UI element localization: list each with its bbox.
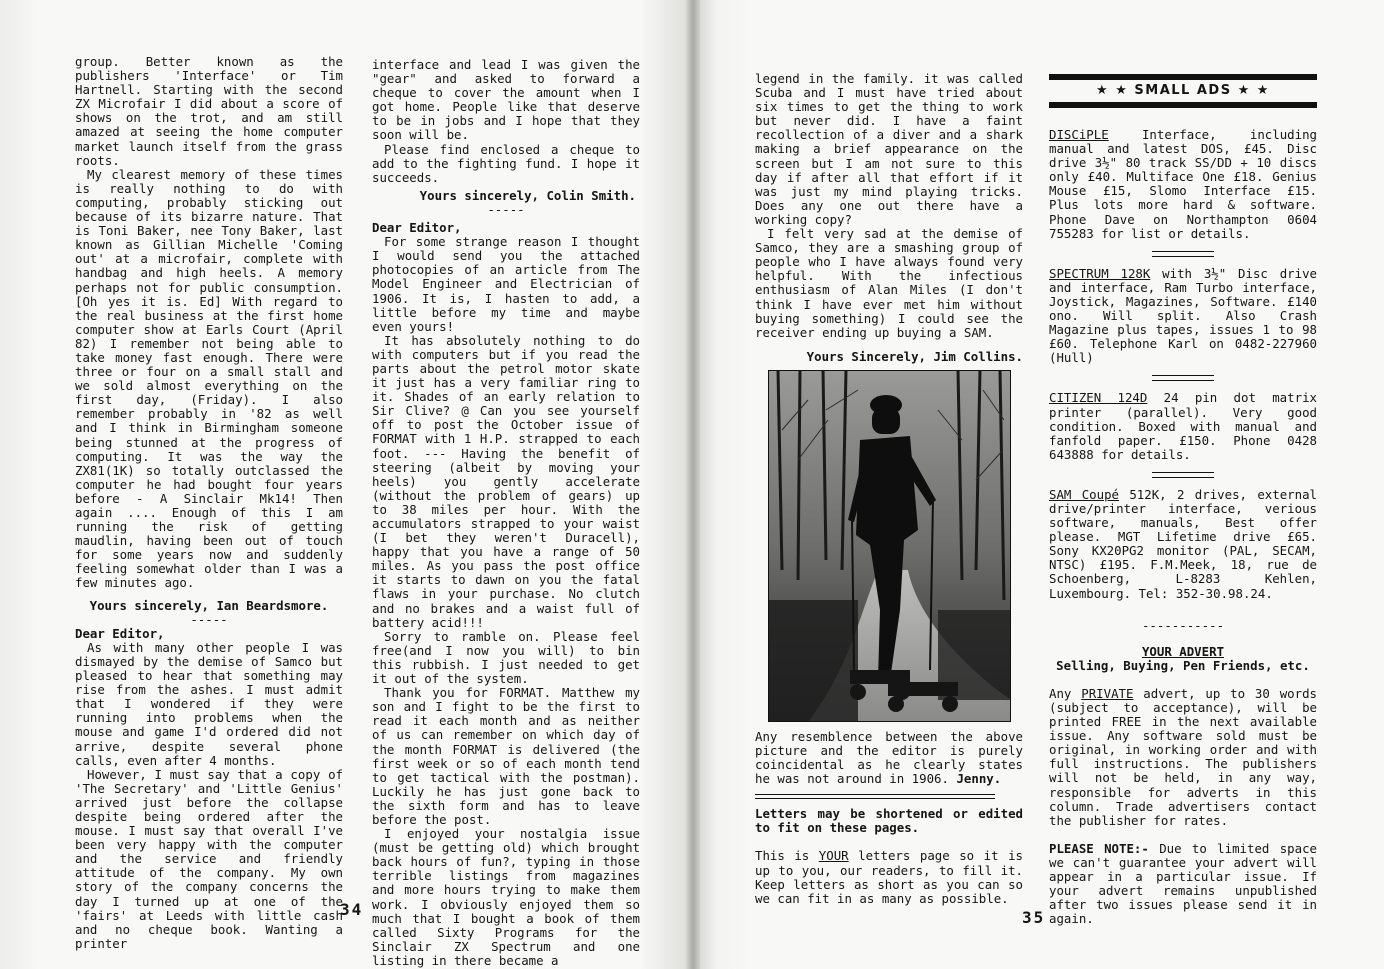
letter-separator: ----- — [487, 201, 525, 217]
right-page-column-1 — [755, 72, 1023, 906]
left-page-column-1 — [75, 55, 343, 951]
ad-divider — [1152, 472, 1214, 478]
small-ads-header — [1049, 74, 1317, 108]
terms-emphasis: PRIVATE — [1081, 685, 1134, 701]
page-number: 35 — [1022, 908, 1046, 927]
ad-heading: SAM Coupé — [1049, 486, 1120, 502]
your-advert-title — [1049, 645, 1317, 659]
letter-paragraph: It has absolutely nothing to do with computers but if you read the parts about the petrol motor skate it just has a very familiar ring to it. Shades of an early relation to Sir Clive? @ Can you see yourself off to post the October issue of FORMAT with 1 H.P. strapped to each foot. --- Having the benefit of steering (albeit by moving your heels) you gently accelerate (without the problem of gears) up to 38 miles per hour. With the accumulators strapped to your waist (I bet they weren't Duracell), happy that you have a range of 50 miles. As you pass the post office it starts to dawn on you the fatal flaws in your purchase. No clutch and no brakes and a waist full of battery acid!!! — [372, 332, 640, 630]
ad-spectrum — [1049, 267, 1317, 366]
your-advert-title-text: YOUR ADVERT — [1141, 643, 1225, 659]
photo-caption — [755, 730, 1023, 786]
letter-greeting: Dear Editor, — [372, 220, 462, 236]
binding-gutter — [686, 0, 700, 969]
man-on-motor-skates-image — [768, 370, 1011, 722]
small-ads-column — [1049, 74, 1317, 926]
small-ads-title: ★ ★ SMALL ADS ★ ★ — [1096, 82, 1270, 98]
letter-paragraph: Please find enclosed a cheque to add to the fighting fund. I hope it succeeds. — [372, 141, 640, 185]
ad-body: with 3½" Disc drive and interface, Ram Turbo interface, Joystick, Magazines, Software. £140 ono. Will split. Also Crash Magazine plus tapes, issues 1 to 98 £60. Telephone Karl on 0482-227960 (Hull) — [1049, 265, 1317, 366]
note-emphasis: YOUR — [818, 848, 849, 864]
left-page-column-2 — [372, 58, 640, 968]
ad-body: 24 pin dot matrix printer (parallel). Very good condition. Boxed with manual and fanfold paper. £150. Phone 0428 643888 for details. — [1049, 390, 1317, 462]
ad-citizen — [1049, 391, 1317, 461]
letter-paragraph: interface and lead I was given the "gear" and asked to forward a cheque to cover the amount when I got home. People like that deserve to be in jobs and I hope that they soon will be. — [372, 57, 640, 143]
ad-divider — [1152, 251, 1214, 257]
letter-paragraph: However, I must say that a copy of 'The Secretary' and 'Little Genius' arrived just before the collapse despite being ordered after the mouse. I must say that overall I've been very happy with the computer and the service and friendly attitude of the company. My own story of the company concerns the day I turned up at one of the 'fairs' at Leeds with little cash and no cheque book. Wanting a printer — [75, 766, 343, 951]
photo-caption-text: Any resemblence between the above picture and the editor is purely coincidental as he clearly states he was not around in 1906. — [755, 728, 1023, 787]
ad-body: Interface, including manual and latest DOS, £45. Disc drive 3½" 80 track SS/DD + 10 discs only £40. Multiface One £18. Genius Mouse £15, Slomo Interface £15. Plus lots more hard & software. Phone Dave on Northampton 0604 755283 for list or details. — [1049, 127, 1317, 241]
note-text: letters page so it is up to you, our readers, to fill it. Keep letters as short as you can so we can fit in as many as possible. — [755, 848, 1023, 906]
ad-sam-coupe — [1049, 488, 1317, 601]
letter-paragraph: Thank you for FORMAT. Matthew my son and I fight to be the first to read it each month and as neither of us can remember on which day of the month FORMAT is delivered (the first week or so of each month tend to get tactical with the postman). Luckily he has just gone back to the sixth form and has to leave before the post. — [372, 685, 640, 827]
letter-paragraph: I felt very sad at the demise of Samco, they are a smashing group of people who I have always found very helpful. With the infectious enthusiasm of Alan Miles (I don't think I have ever met him without buying something) I could see the receiver ending up buying a SAM. — [755, 226, 1023, 340]
your-advert-subtitle: Selling, Buying, Pen Friends, etc. — [1056, 657, 1310, 673]
letter-greeting: Dear Editor, — [75, 625, 165, 641]
page-number: 34 — [340, 900, 364, 919]
please-note-heading: PLEASE NOTE:- — [1049, 840, 1149, 856]
ad-heading: SPECTRUM 128K — [1049, 265, 1151, 281]
letter-paragraph: For some strange reason I thought I would send you the attached photocopies of an article from The Model Engineer and Electrician of 1906. It is, I hasten to add, a little before my time and maybe even yours! — [372, 234, 640, 334]
note-text: This is — [755, 848, 819, 864]
letters-page-note — [755, 849, 1023, 905]
editorial-notice: Letters may be shortened or edited to fit on these pages. — [755, 806, 1023, 836]
double-rule-divider — [755, 794, 995, 799]
right-page — [692, 0, 1384, 969]
please-note — [1049, 842, 1317, 927]
photo-caption-name: Jenny. — [956, 771, 1002, 787]
section-divider: ----------- — [1141, 617, 1225, 633]
letter-paragraph: My clearest memory of these times is really nothing to do with computing, probably sticking out because of its bizarre nature. That is Toni Baker, nee Tony Baker, last known as Gillian Michelle 'Coming out' at a microfair, complete with handbag and high heels. A memory perhaps not for public consumption. [Oh yes it is. Ed] With regard to the real business at the first home computer show at Earls Court (April 82) I remember not being able to take money fast enough. There were three or four on a small stall and we sold almost everything on the first day, (Friday). I also remember probably in '82 as well and I think in Birmingham someone being stunned at the progress of computing. It was the way the ZX81(1K) so totally outclassed the computer he had bought four years before - A Sinclair Mk14! Then again .... Enough of this I am running the risk of getting maudlin, having been out of touch for some years now and suddenly feeling somewhat older than I was a few minutes ago. — [75, 166, 343, 591]
letter-signature: Yours Sincerely, Jim Collins. — [806, 348, 1023, 364]
please-note-text: Due to limited space we can't guarantee your advert will appear in a particular issue. If your advert remains unpublished after two issues please send it in again. — [1049, 840, 1318, 927]
ad-heading: CITIZEN 124D — [1049, 390, 1148, 406]
terms-text: advert, up to 30 words (subject to acceptance), will be printed FREE in the next available issue. Any software sold must be original, in working order and with full instructions. The publishers will not be held, in any way, responsible for adverts in this column. Trade advertisers contact the publisher for rates. — [1049, 685, 1317, 828]
ad-divider — [1152, 375, 1214, 381]
your-advert-terms — [1049, 687, 1317, 828]
letter-paragraph: legend in the family. it was called Scuba and I must have tried about six times to get the thing to work but never did. I have a faint recollection of a diver and a shark making a brief appearance on the screen but I am not sure to this day if after all that effort if it was just my mind playing tricks. Does any one out there have a working copy? — [755, 71, 1023, 227]
letter-paragraph: As with many other people I was dismayed by the demise of Samco but pleased to hear that something may rise from the ashes. I must admit that I wondered if they were running into problems when the mouse and game I'd ordered did not arrive, despite several phone calls, even after 4 months. — [75, 639, 343, 768]
letter-paragraph: Sorry to ramble on. Please feel free(and I now you will) to bin this rubbish. I just needed to get it out of the system. — [372, 628, 640, 687]
ad-disciple — [1049, 128, 1317, 241]
letter-separator: ----- — [190, 611, 228, 627]
ad-body: 512K, 2 drives, external drive/printer interface, verious software, manuals, Best offer please. MGT Lifetime drive £65. Sony KX20PG2 monitor (PAL, SECAM, NTSC) £195. F.M.Meek, 18, rue de Schoenberg, L-8283 Kehlen, Luxembourg. Tel: 352-30.98.24. — [1049, 486, 1317, 601]
ad-heading: DISCiPLE — [1049, 127, 1109, 142]
letter-signature: Yours sincerely, Ian Beardsmore. — [89, 597, 329, 613]
letter-signature: Yours sincerely, Colin Smith. — [419, 187, 636, 203]
historic-photo — [768, 370, 1011, 722]
letter-paragraph: group. Better known as the publishers 'Interface' or Tim Hartnell. Starting with the second ZX Microfair I did about a score of shows on the trot, and am still amazed at seeing the home computer market launch itself from the grass roots. — [75, 54, 343, 168]
terms-text: Any — [1049, 685, 1082, 701]
letter-paragraph: I enjoyed your nostalgia issue (must be getting old) which brought back hours of fun?, typing in those terrible listings from magazines and more hours trying to make them work. I obviously enjoyed them so much that I bought a book of them called Sixty Programs for the Sinclair ZX Spectrum and one listing in there became a — [372, 826, 640, 968]
